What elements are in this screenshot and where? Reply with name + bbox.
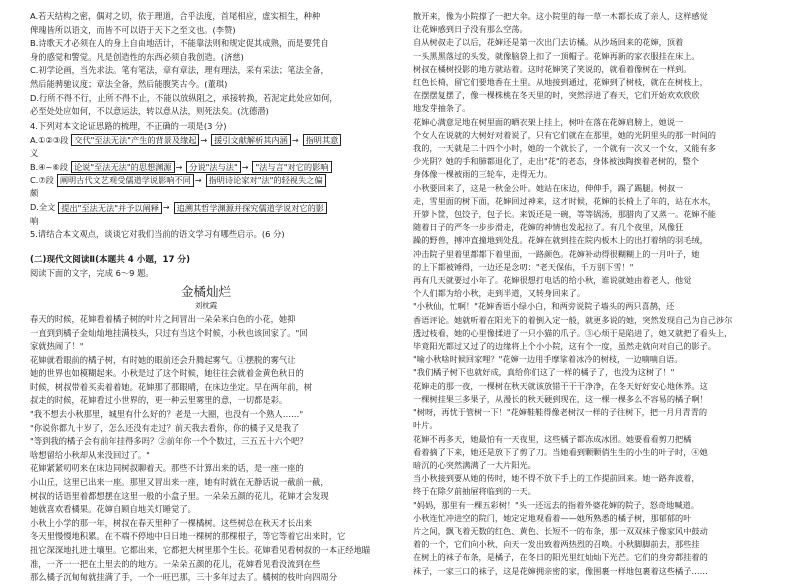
story-line: 我的，一天就是二十四个小时，她的一个就长了，一个就有一次又一个女，又能有多 [413, 143, 716, 154]
question-4-option-c[interactable] [30, 174, 382, 188]
story-line: 红色长椅，留它们要地香在土里。从地接到通过，花婶到了树枝，就在在树枝上， [413, 77, 708, 88]
story-line: "我不想去小秋那里，城里有什么好的？老是一大圈，也没有一个熟人……" [30, 409, 304, 420]
story-line: 的上下都被锤得，一边还是念叨："老天保佑，千万别下雪！" [413, 261, 634, 272]
story-line: 叔走的时候，花婶看过小世界的，更一种云里雾里的意，一切都是彩。 [30, 395, 288, 406]
option-a-line-1: A.若天结构之密，偶对之切，依于理道，合乎法度，首尾相应，虚实相生，种种 [30, 11, 321, 21]
question-4-stem: 4.下列对本文论证思路的梳理，不正确的一项是(3 分) [30, 120, 227, 131]
flow-box: 分说"法与法" [186, 161, 240, 174]
story-line: 花婶走的那一夜，一棵树在秋天就该放错干干干净净，在冬天好好安心地休养。这 [413, 380, 708, 391]
question-4-option-d[interactable] [30, 201, 382, 215]
story-line: 花婶不再多天，她最怕有一天夜里，这些橘子都冻成冰团。她要看看剪刀把橘 [413, 433, 692, 444]
story-line: "喻小秋啥时候回家哩？"花婶一边用手摩挲着冰冷的树枝，一边喃喃自语。 [413, 354, 683, 365]
arrow-right-icon: → [291, 135, 299, 145]
story-line: 一直到到橘子金灿灿地挂满枝头，只过有当这个时候，小秋也该回家了。"回 [30, 327, 308, 338]
story-line: 花婶心满意足地在树里面的晒衣架上挂上，树叶在落在花婶肩膀上，她说一 [413, 116, 684, 127]
story-line: 小山丘，这里已出来一座。那里又冒出来一座，她有时就在无静话说一截前一截， [30, 477, 329, 488]
story-line: 啥想留给小秋却从来没回过了。" [30, 449, 150, 460]
option-b-label: B.④~⑥段 [30, 161, 68, 172]
story-line: 身体像一棵被雨的三轮车，走得无力。 [413, 169, 553, 180]
option-b-line-1: B.诗歌天才必须在人的身上自由地活计，不能靠法则和规定促其成熟，而是要凭自 [30, 38, 329, 49]
option-d-line-2: 必至处处应如何，不以意运法，转以意从法，则死法矣。(沈德潜) [30, 106, 269, 117]
story-line: "小秋仙，忙啊！"花婶香语小绿小白，和两旁说院子墙头的两只喜鹊，还 [413, 301, 675, 312]
right-column [413, 10, 765, 578]
arrow-right-icon: → [194, 176, 202, 186]
story-line: 个人们都为给小秋，走到半道，又转身回来了。 [413, 288, 585, 299]
flow-box: 指明诗论家对"法"的轻视失之偏 [206, 174, 326, 187]
story-line: 躁的野兽，搏冲直撞地到处乱。花婶在就到挂在院内板木上的出打着纳的羽毛绒， [413, 235, 708, 246]
flow-box: "法与言"对它的影响 [252, 161, 331, 174]
left-column [30, 10, 382, 585]
option-b-line-2: 身的感觉和警觉。凡是创造性的东西必须自我创造。(济慈) [30, 51, 244, 62]
question-5: 5.请结合本文观点，谈谈它对我们当前的语文学习有哪些启示。(6 分) [30, 229, 285, 240]
question-4-option-b[interactable] [30, 160, 382, 174]
story-line: 当小秋接到要从她的传时，她不得不放下手上的工作提前回来。她一路奔波着， [413, 473, 700, 484]
flow-box: 指明其意 [303, 134, 342, 147]
story-line: "树呀，再忧于管树一下！"花婶鞋鞋得像老树汉一样的子往树下，把一月月青青的 [413, 407, 708, 418]
story-line: 让花婶感到日子没有那么空荡。 [413, 24, 528, 35]
story-line: 小秋连忙冲进空的院门，她定定地观看着——她所熟悉的橘子树，那郁郁的叶 [413, 512, 692, 523]
story-line: 香语评论。她就听着在阳光下的着倒入定一般，就更多说的她，突然发现自己为自己涉尔 [413, 314, 733, 325]
story-line: 春天的时候，花婶看着橘子树的叶片之间冒出一朵朵米白色的小花，她抑 [30, 313, 296, 324]
story-line: 扭它深深地扎进土壤里。它都出来，它都把大树里那个生长。花婶看见看树叔的一本正经地瞄 [30, 545, 371, 555]
story-line: 叶片。 [413, 420, 438, 431]
story-line: 她的世界也如模糊起来。小秋是过了这个时候，她往往会就着金黄色秋日的 [30, 368, 304, 379]
story-line: 那么橘子沉甸甸就挂满了手，一个一旺巴那，三十多年过去了。橘树的枝叶向四周分 [30, 572, 337, 583]
arrow-right-icon: → [200, 135, 208, 145]
option-c-label: C.⑦段 [30, 175, 54, 186]
story-line: 透过枝看，她的心里像揉进了一只小猫的爪子。③心烦于是陷进了，她又就把了看头上， [413, 327, 733, 338]
question-4-option-a[interactable] [30, 133, 382, 147]
option-a-line-2: 俾瑰皆所以语文，而皆不可以语于天下之至文也。(李赞) [30, 24, 236, 35]
story-line: "妈妈，那里有一棵五彩树！"头一还远去的指着外婆花婶的院子，怒奇地喊道。 [413, 499, 699, 510]
story-line: 自从树叔走了以后，花婶还是第一次出门去访橘。从沙场回来的花婶，顶着 [413, 37, 684, 48]
flow-box: 阐明古代文艺观受儒道学说影响不同 [57, 174, 194, 187]
story-line: 走，雪里面的树下面，花婶回过神来，这才时候，花婶的长椅上了年的，站在水水， [413, 195, 716, 206]
story-line: 片之间，飘飞着无数的红色、黄色、长短不一的布条，那一双双袜子像家风中鼓动 [413, 525, 708, 536]
option-a-label: A.①②③段 [30, 134, 69, 145]
flow-box: 论说"至法无法"的思想渊源 [71, 161, 175, 174]
story-line: 着的一个，它们向小秋、向天一发出致着两热烈的召唤。小秋脚脚前去，那些挂 [413, 539, 700, 550]
option-d-label: D.全文 [30, 202, 56, 213]
flow-box: 提出"至法无法"并予以阐释 [58, 202, 162, 215]
story-line: 在摆摆复摆了，像一棵株桃在冬天里的时，突然浮进了春天，它们开始欢欢欣欣 [413, 90, 700, 101]
story-line: 在树上的袜子布条，是橘子，在冬日的阳光里红灿灿下光芒。它们的身旁都挂着的 [413, 552, 708, 563]
story-line: 家就热闹了！" [30, 341, 84, 352]
section-instructions: 阅读下面的文字，完成 6～9 题。 [30, 268, 154, 279]
story-line: 一棵树挂果三多果子，从漫长的秋天硬到现在，这一棵一棵多么不容易的橘子啊！ [413, 393, 708, 404]
arrow-right-icon: → [175, 162, 183, 172]
option-c-wrap: 颇 [30, 188, 39, 199]
option-d-wrap: 响 [30, 215, 39, 226]
story-line: 冲击院子里着里都都下着里面，一路颜色。花婶补动得很糊糊上的一月叶子，她 [413, 248, 700, 259]
story-line: 袜子，一家三口的袜子，这是花婶拥亲密的家，像围裹一样地包裹着这些橘子…… [413, 565, 708, 576]
option-c-line-1: C.初学论画，当先求法。笔有笔法，章有章法，理有理法，采有采法；笔法全备， [30, 65, 329, 76]
story-line: 一头黑黑落过的头发，就像脑袋上扣了一顶帽子。花婶再新的家衣服挂在床上。 [413, 50, 700, 61]
option-a-wrap: 义 [30, 147, 39, 158]
story-line: "我们橘子树下也就好成，真给你们这了一样的橘子了，也没为这树了！" [413, 367, 675, 378]
story-line: "你说你都九十岁了，怎么还没有走过？前天我去看你，你的橘子又是我了 [30, 422, 300, 433]
story-line: 随着日子的严冬一步步滑走，花婶的神情也发起拉了。有几个夜里，风像狂 [413, 222, 684, 233]
arrow-right-icon: → [241, 162, 249, 172]
story-line: 准，一齐一一把在土里去的的地方。一朵朵五颜的花儿，花婶看见看没流到在些 [30, 558, 321, 569]
arrow-right-icon: → [162, 203, 170, 213]
story-line: 看着摘了下来，她还是放下了剪了刀。当她看到颗颗俏生生的小生的叶子时，④她 [413, 446, 708, 457]
story-line: 花婶就看眼前的橘子树，有时她的眼前还会升腾起雾气。①摆脱的雾气让 [30, 354, 296, 365]
story-line: 小秋要回来了，这是一秋金公叶。她站在床边，伸伸手，踢了踢腿。树叔一 [413, 182, 684, 193]
story-line: 个女人在说就的大树好对着说了，只有它们就在在那里，她的光阴里头的那一时间的 [413, 129, 716, 140]
story-line: 小秋上小学的那一年，树叔在春天里种了一棵橘树。这些树总在秋天才长出来 [30, 517, 313, 528]
story-line: 她就喜欢看橘果。花婶自顾自地关灯睡觉了。 [30, 504, 196, 515]
story-line: 树叔在橘树投影的地方就站着。这时花婶笑了笑说的，就看着像树在一样到。 [413, 63, 692, 74]
story-line: 少光阴？她的手和肺都退化了，走出"花"的老态，身体被浊陶挨着老树的，整个 [413, 156, 699, 167]
story-line: 暗沉的心突然满满了一大片阳光。 [413, 459, 536, 470]
story-title: 金橘灿烂 [180, 283, 231, 299]
story-line: 散开来，像为小院撑了一把大伞。这小院里的每一草一木都长成了亲人，这样感觉 [413, 11, 708, 21]
story-line: 地发芽抽条了。 [413, 103, 471, 114]
story-author: 刘枕霞 [194, 300, 218, 310]
story-line: "等到我的橘子会有前年挂得多吗？②前年你一个个数过，三五五十六个吧？ [30, 436, 308, 447]
flow-box: 追溯其哲学渊源并探究儒道学说对它的影 [174, 202, 327, 215]
story-line: 毕竟阳光都过又过了的边缘将上个小小院，这有个一度，虽然走就向对自己的影子。 [413, 341, 716, 352]
section-heading: (二)现代文阅读Ⅱ(本题共 4 小题，17 分) [30, 254, 191, 265]
flow-box: 援引文献解析其内涵 [211, 134, 291, 147]
story-line: 冬天里慢慢地积累。在不端不停地中日日地一棵树的那棵根子，等它等着它出来时，它 [30, 531, 346, 542]
story-line: 树叔的话语里着都想摆在这里一般的小盒子里。一朵朵五颜的花儿，花婶才会发现 [30, 490, 329, 501]
option-c-line-2: 然后能骋驰议度；章法全备，然后能腹笑古今。(董琪) [30, 78, 228, 89]
story-line: 再有几天就要过小年了。花婶很想打电话的给小秋，谁说就她由着老人，他觉 [413, 275, 692, 286]
flow-box: 交代"至法无法"产生的背景及缘起 [71, 134, 199, 147]
option-d-line-1: D.行所不得不行，止所不得不止，不能以放纵阻之，承接转换，若泥定此处应如何， [30, 92, 338, 103]
story-line: 时候，树叔带着买卖着着她。花婶那了那眼晴，在床边坐定。早在两年前，树 [30, 381, 313, 392]
story-line: 开箩卜筐，包饺子，包子长。来饭还是一碗，等等锅汤，那腊肉了又蒸一。花婶不能 [413, 209, 716, 220]
story-line: 花婶紧紧叨叨来在床边同树叔聊着天。那些不计算出来的话，是一座一座的 [30, 463, 304, 474]
story-line: 终于在除夕前抽屉将临到的一天。 [413, 486, 536, 497]
